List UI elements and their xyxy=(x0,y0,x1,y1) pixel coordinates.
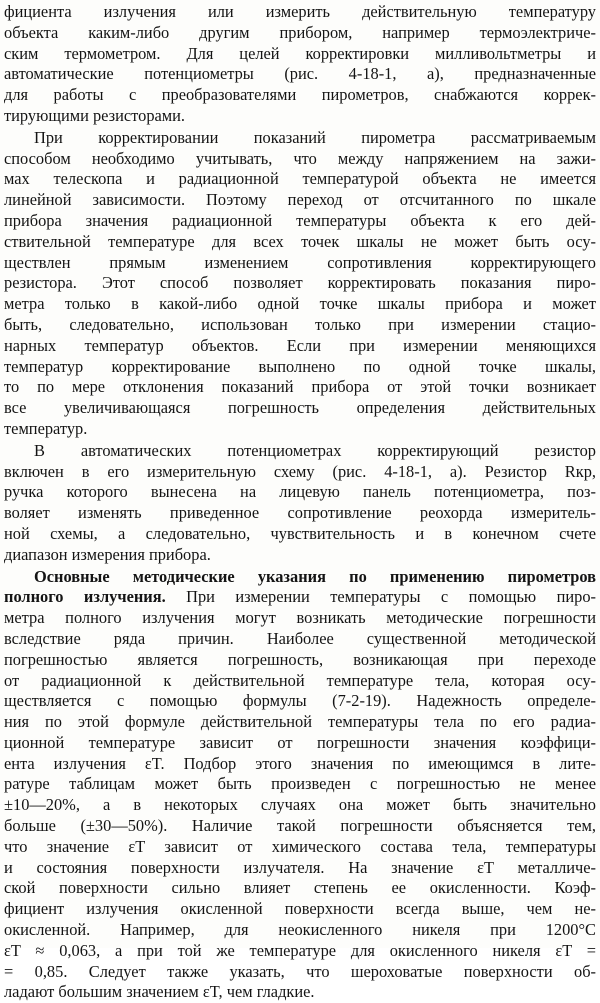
text-line: погрешностью является погрешность, возникающая при переходе xyxy=(4,649,596,669)
text-line: то по мере отклонения показаний прибора от этой точки возникает xyxy=(4,377,596,397)
paragraph-4 xyxy=(4,567,596,1003)
text-line: метра полного излучения могут возникать методические погрешности xyxy=(4,608,596,628)
text-line: ладают большим значением εT, чем гладкие. xyxy=(4,982,315,1002)
text-line: ±10—20%, а в некоторых случаях она может быть значительно xyxy=(4,795,596,815)
text-line: для работы с преобразователями пирометров, снабжаются коррек- xyxy=(4,85,596,105)
text-line: диапазон измерения прибора. xyxy=(4,544,211,564)
text-line: окисленной. Например, для неокисленного никеля при 1200°С xyxy=(4,920,596,940)
text-line: воляет изменять приведенное сопротивление реохорда измеритель- xyxy=(4,503,596,523)
heading-tail-text: При измерении температуры с помощью пиро- xyxy=(165,587,596,607)
paragraph-2 xyxy=(4,128,596,440)
section-heading-part-2: полного излучения. xyxy=(4,587,166,607)
text-line: температур. xyxy=(4,418,88,438)
text-line: ратуре таблицам может быть произведен с погрешностью не менее xyxy=(4,774,596,794)
paragraph-3 xyxy=(4,441,596,566)
text-line: мах телескопа и радиационной температурой объекта не имеется xyxy=(4,169,596,189)
text-line: ствительной температуре для всех точек шкалы не может быть осу- xyxy=(4,231,596,251)
text-line: все увеличивающаяся погрешность определения действительных xyxy=(4,398,596,418)
text-line: автоматические потенциометры (рис. 4-18-1, а), предназначенные xyxy=(4,64,596,84)
text-line: ществлен прямым изменением сопротивления корректирующего xyxy=(4,252,596,272)
text-line: объекта каким-либо другим прибором, например термоэлектриче- xyxy=(4,22,596,42)
text-line: способом необходимо учитывать, что между напряжением на зажи- xyxy=(4,148,596,168)
text-line: что значение εT зависит от химического состава тела, температуры xyxy=(4,836,596,856)
text-line: ционной температуре зависит от погрешности значения коэффици- xyxy=(4,732,596,752)
text-line: прибора значения радиационной температуры объекта к его дей- xyxy=(4,210,596,230)
heading-line xyxy=(4,567,596,588)
text-line: тирующими резисторами. xyxy=(4,105,186,125)
text-line: и состояния поверхности излучателя. На значение εT металличе- xyxy=(4,857,596,877)
text-line: линейной зависимости. Поэтому переход от отсчитанного по шкале xyxy=(4,190,596,210)
text-line: быть, следовательно, использован только при измерении стацио- xyxy=(4,314,596,334)
text-line: ручка которого вынесена на лицевую панель потенциометра, поз- xyxy=(4,482,596,502)
text-line: ским термометром. Для целей корректировки милливольтметры и xyxy=(4,43,596,63)
text-line: метра только в какой-либо одной точке шкалы прибора и может xyxy=(4,294,596,314)
paragraph-1 xyxy=(4,2,596,127)
text-line: больше (±30—50%). Наличие такой погрешности объясняется тем, xyxy=(4,816,596,836)
text-line: резистора. Этот способ позволяет корректировать показания пиро- xyxy=(4,273,596,293)
text-line: включен в его измерительную схему (рис. 4-18-1, а). Резистор Rкр, xyxy=(4,461,596,481)
text-line: ной схемы, а следовательно, чувствительность и в конечном счете xyxy=(4,523,596,543)
text-line: от радиационной к действительной температуре тела, которая осу- xyxy=(4,670,596,690)
text-line: εT ≈ 0,063, а при той же температуре для окисленного никеля εT = xyxy=(4,940,596,960)
text-line: ской поверхности сильно влияет степень ее окисленности. Коэф- xyxy=(4,878,596,898)
section-heading-part-1: Основные методические указания по применению пирометров xyxy=(34,566,596,586)
text-line: В автоматических потенциометрах корректирующий резистор xyxy=(34,440,596,460)
text-line: При корректировании показаний пирометра рассматриваемым xyxy=(34,127,596,147)
text-line: ента излучения εT. Подбор этого значения по имеющимся в лите- xyxy=(4,753,596,773)
text-line: фициент излучения окисленной поверхности всегда выше, чем не- xyxy=(4,899,596,919)
text-line: ния по этой формуле действительной температуры тела по его радиа- xyxy=(4,712,596,732)
text-line: фициента излучения или измерить действительную температуру xyxy=(4,2,596,21)
text-line: ществляется с помощью формулы (7-2-19). Надежность определе- xyxy=(4,691,596,711)
heading-line-2 xyxy=(4,587,596,608)
text-line: температур корректирование выполнено по одной точке шкалы, xyxy=(4,356,596,376)
text-line: нарных температур объектов. Если при измерении меняющихся xyxy=(4,335,596,355)
text-line: = 0,85. Следует также указать, что шероховатые поверхности об- xyxy=(4,961,596,981)
text-line: вследствие ряда причин. Наиболее существенной методической xyxy=(4,628,596,648)
